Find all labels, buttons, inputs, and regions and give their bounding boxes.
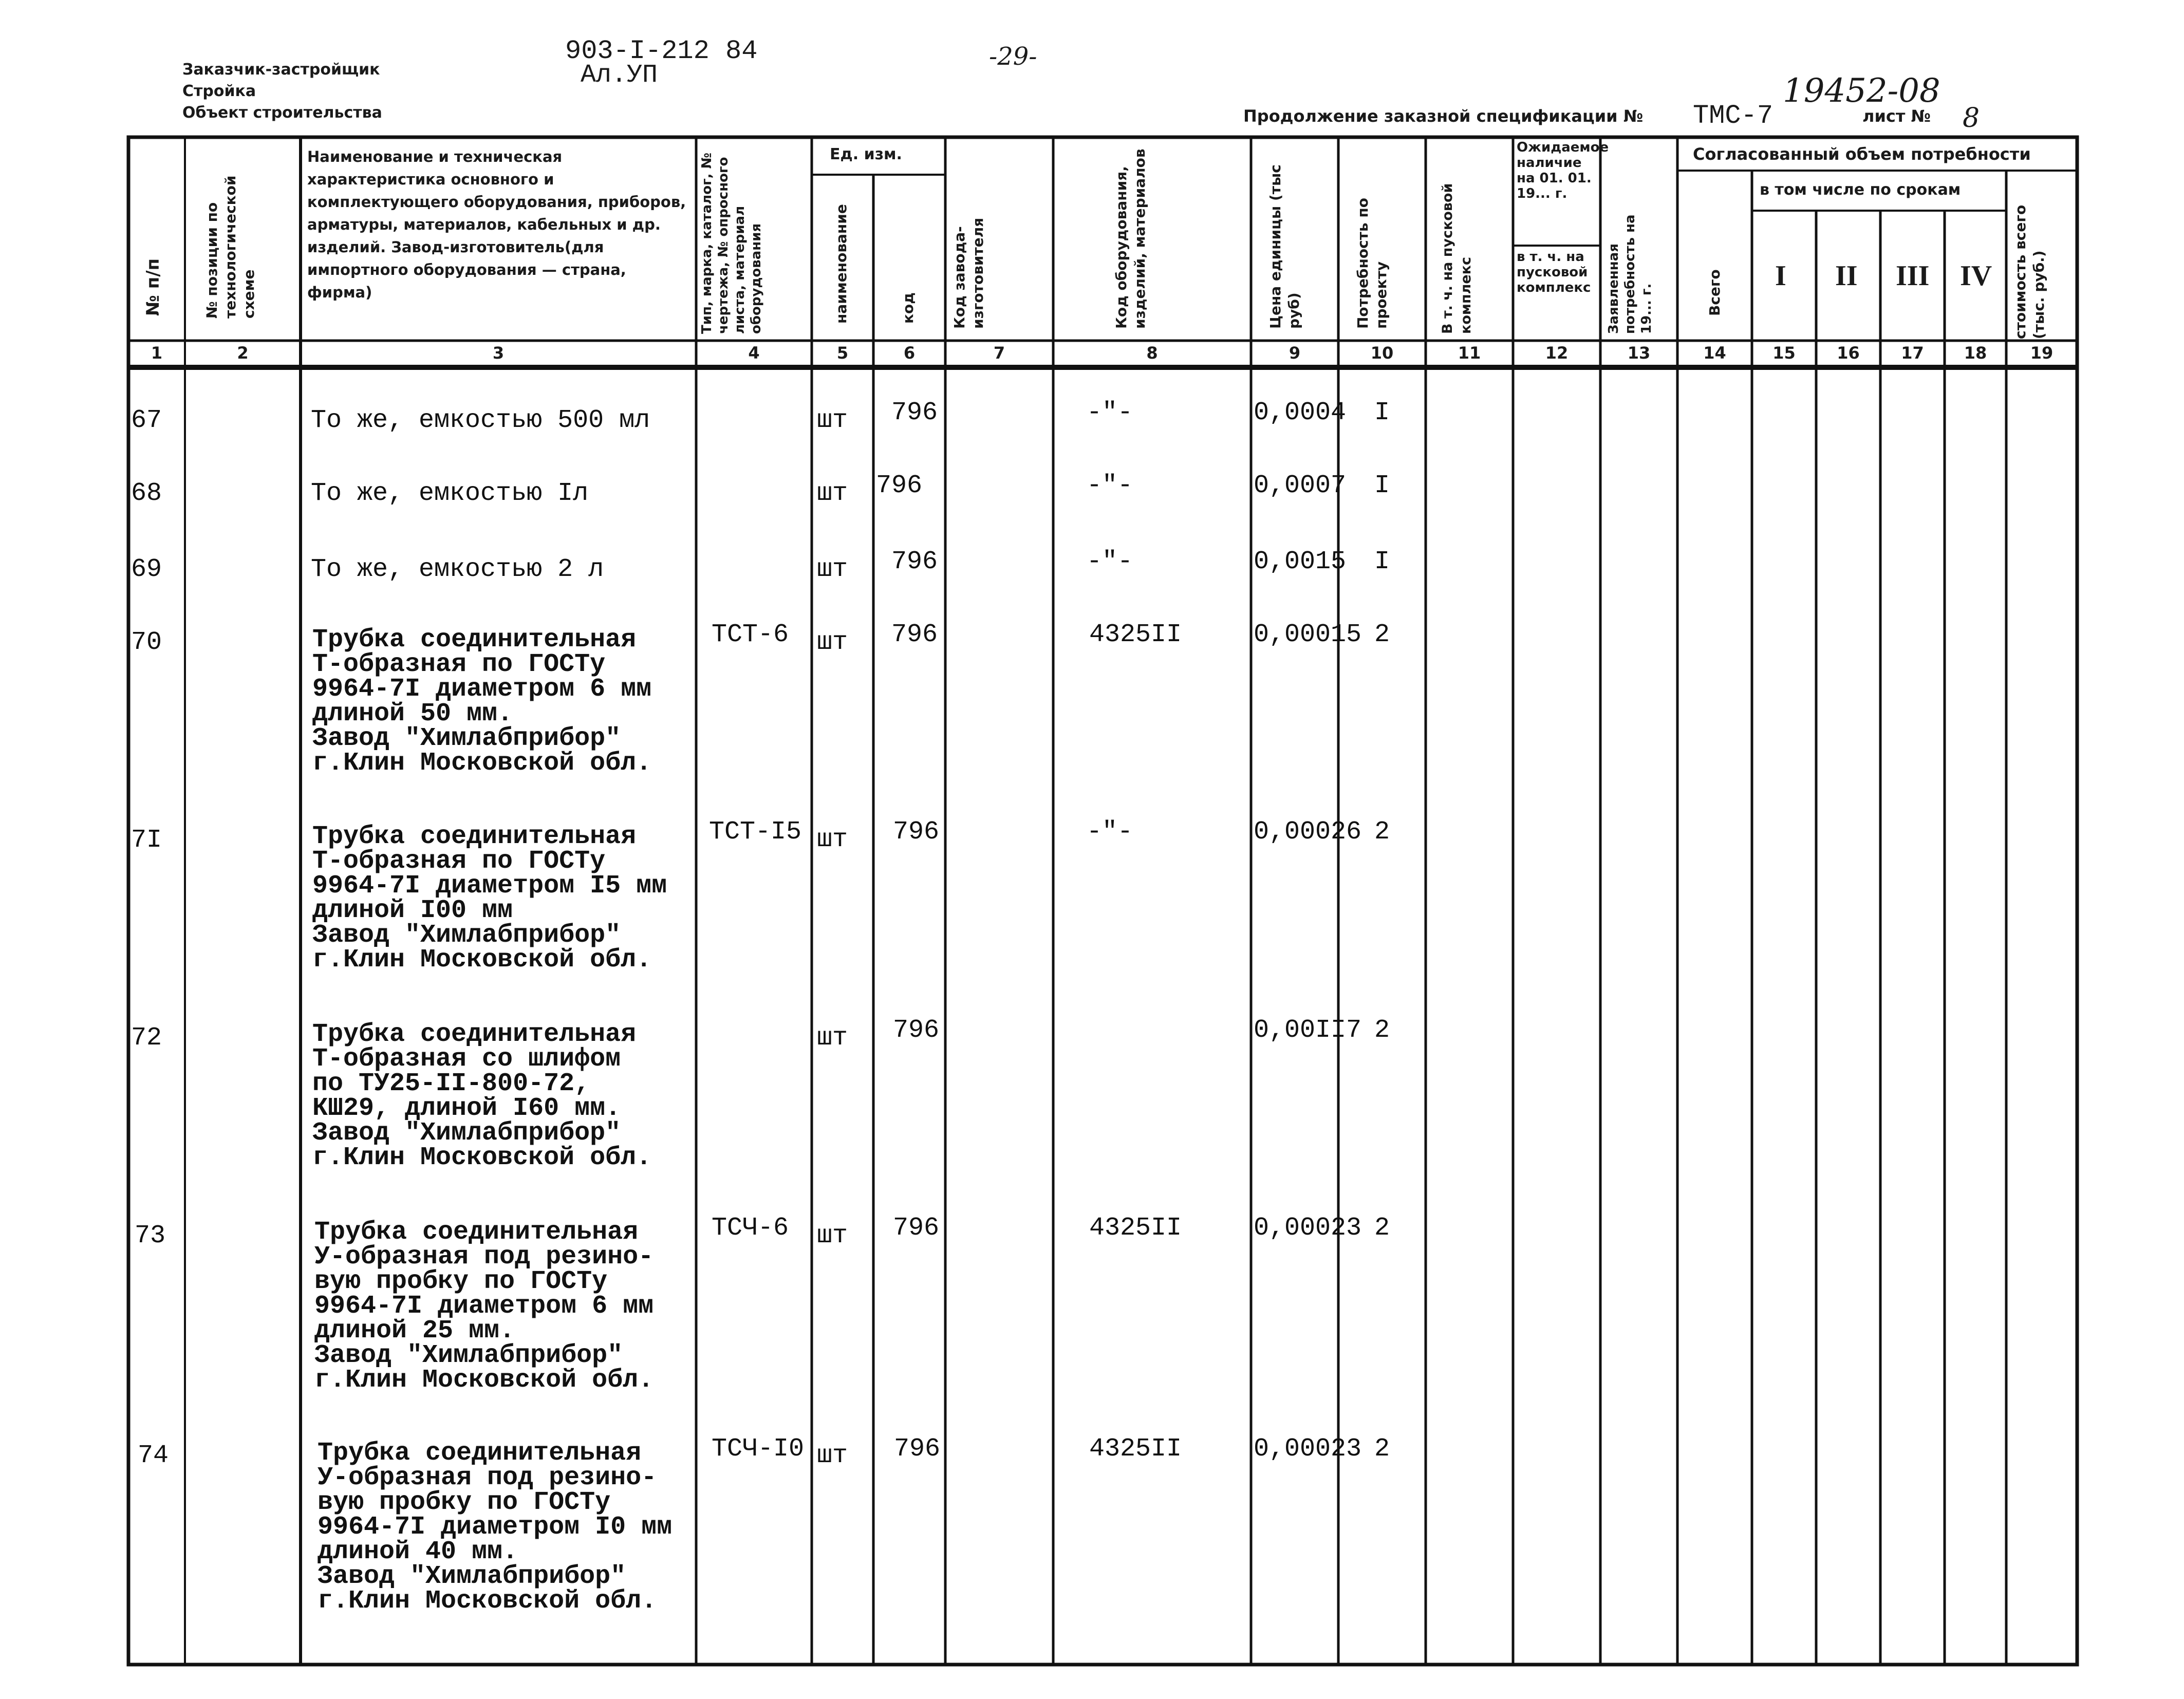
row-number: 7I <box>131 826 162 855</box>
unit-name: шт <box>817 479 848 508</box>
project-need: I <box>1374 471 1390 500</box>
project-need: I <box>1374 398 1390 427</box>
continuation-label: Продолжение заказной спецификации № <box>1243 106 1644 126</box>
unit-name: шт <box>817 1441 848 1470</box>
column-number: 1 <box>151 343 163 363</box>
type-mark: ТСТ-6 <box>712 620 789 649</box>
header-startup-complex: В т. ч. на пусковой комплекс <box>1440 183 1474 334</box>
column-number: 2 <box>237 343 249 363</box>
row-number: 67 <box>131 406 162 435</box>
unit-price: 0,00023 <box>1254 1213 1362 1243</box>
column-number: 13 <box>1627 343 1651 363</box>
unit-code: 796 <box>891 398 938 427</box>
item-name: Трубка соединительная У-образная под резино- вую пробку по ГОСТу 9964-7I диаметром 6 мм длиной 25 мм. Завод "Химлабприбор" г.Клин Московской обл. <box>314 1218 654 1395</box>
item-name: То же, емкостью 500 мл <box>311 406 650 435</box>
project-need: 2 <box>1374 817 1390 847</box>
column-number: 6 <box>903 343 916 363</box>
equipment-code: -"- <box>1087 817 1133 847</box>
equipment-code: -"- <box>1087 398 1133 427</box>
header-row-number: № п/п <box>143 258 163 316</box>
row-number: 73 <box>135 1221 166 1250</box>
sheet-number: 8 <box>1963 103 1980 134</box>
equipment-code: -"- <box>1087 471 1133 500</box>
header-term-3: III <box>1896 260 1930 292</box>
column-number: 18 <box>1964 343 1987 363</box>
header-unit-group: Ед. изм. <box>830 145 902 163</box>
column-number: 12 <box>1545 343 1569 363</box>
row-number: 68 <box>131 479 162 508</box>
column-number: 14 <box>1703 343 1726 363</box>
item-name: Трубка соединительная Т-образная со шлифом по ТУ25-II-800-72, КШ29, длиной I60 мм. Завод "Химлабприбор" г.Клин Московской обл. <box>312 1020 652 1172</box>
unit-name: шт <box>817 628 848 657</box>
header-project-need: Потребность по проекту <box>1354 198 1390 329</box>
header-expected-startup: в т. ч. на пусковой комплекс <box>1517 249 1591 295</box>
type-mark: ТСЧ-6 <box>712 1213 789 1243</box>
header-type-mark: Тип, марка, каталог, № чертежа, № опросного листа, материал оборудования <box>699 153 764 334</box>
header-total: Всего <box>1706 269 1723 316</box>
row-number: 69 <box>131 555 162 584</box>
project-need: I <box>1374 547 1390 576</box>
unit-price: 0,0004 <box>1254 398 1347 427</box>
unit-code: 796 <box>876 471 923 500</box>
project-need: 2 <box>1374 1213 1390 1243</box>
item-name: То же, емкостью Iл <box>311 479 589 508</box>
column-number: 16 <box>1837 343 1860 363</box>
equipment-code: -"- <box>1087 547 1133 576</box>
header-terms: в том числе по срокам <box>1760 181 1961 199</box>
header-declared-need: Заявленная потребность на 19... г. <box>1606 214 1654 334</box>
sheet-label: лист № <box>1862 106 1931 126</box>
header-unit-code: код <box>900 292 917 324</box>
column-number: 11 <box>1458 343 1481 363</box>
unit-name: шт <box>817 555 848 584</box>
header-scheme-position: № позиции по технологической схеме <box>203 175 257 319</box>
column-number: 10 <box>1370 343 1394 363</box>
site-label: Стройка <box>182 82 256 100</box>
type-mark: ТСТ-I5 <box>709 817 802 847</box>
column-number: 5 <box>836 343 849 363</box>
column-number: 8 <box>1146 343 1158 363</box>
header-manufacturer-code: Код завода-изготовителя <box>951 217 986 329</box>
column-number: 17 <box>1901 343 1924 363</box>
header-equipment-code: Код оборудования, изделий, материалов <box>1113 148 1148 329</box>
header-total-cost: стоимость всего (тыс. руб.) <box>2012 204 2047 339</box>
unit-code: 796 <box>894 1434 941 1464</box>
header-term-2: II <box>1835 260 1858 292</box>
unit-code: 796 <box>891 547 938 576</box>
unit-code: 796 <box>893 1016 940 1045</box>
column-number: 19 <box>2030 343 2054 363</box>
equipment-code: 4325II <box>1089 620 1182 649</box>
type-mark: ТСЧ-I0 <box>712 1434 805 1464</box>
unit-price: 0,0007 <box>1254 471 1347 500</box>
equipment-code: 4325II <box>1089 1434 1182 1464</box>
unit-price: 0,0015 <box>1254 547 1347 576</box>
header-expected-stock: Ожидаемое наличие на 01. 01. 19... г. <box>1517 140 1609 201</box>
header-agreed-volume: Согласованный объем потребности <box>1693 144 2031 164</box>
object-label: Объект строительства <box>182 104 382 122</box>
header-unit-name: наименование <box>833 204 850 324</box>
header-unit-price: Цена единицы (тыс руб) <box>1267 164 1302 329</box>
album-number: Ал.УП <box>581 61 658 90</box>
unit-price: 0,00026 <box>1254 817 1362 847</box>
item-name: Трубка соединительная Т-образная по ГОСТу 9964-7I диаметром I5 мм длиной I00 мм Завод "Химлабприбор" г.Клин Московской обл. <box>312 822 667 975</box>
spec-number: ТМС-7 <box>1693 101 1774 131</box>
project-need: 2 <box>1374 1016 1390 1045</box>
unit-price: 0,00II7 <box>1254 1016 1362 1045</box>
row-number: 72 <box>131 1023 162 1053</box>
document-number: 903-I-212 84 <box>565 36 758 66</box>
unit-price: 0,00015 <box>1254 620 1362 649</box>
project-need: 2 <box>1374 620 1390 649</box>
item-name: Трубка соединительная Т-образная по ГОСТу 9964-7I диаметром 6 мм длиной 50 мм. Завод "Химлабприбор" г.Клин Московской обл. <box>312 625 652 778</box>
column-number: 3 <box>492 343 505 363</box>
unit-code: 796 <box>893 817 940 847</box>
unit-name: шт <box>817 825 848 854</box>
header-term-4: IV <box>1960 260 1992 292</box>
header-item-description: Наименование и техническая характеристика основного и комплектующего оборудования, приборов, арматуры, материалов, кабельных и др. изделий. Завод-изготовитель(для импортного оборудования — страна, фирма) <box>307 148 686 301</box>
unit-code: 796 <box>893 1213 940 1243</box>
column-number: 7 <box>993 343 1005 363</box>
item-name: То же, емкостью 2 л <box>311 555 604 584</box>
unit-price: 0,00023 <box>1254 1434 1362 1464</box>
row-number: 70 <box>131 628 162 657</box>
project-need: 2 <box>1374 1434 1390 1464</box>
column-number: 15 <box>1772 343 1796 363</box>
unit-name: шт <box>817 1023 848 1053</box>
unit-name: шт <box>817 1221 848 1250</box>
customer-label: Заказчик-застройщик <box>182 61 380 79</box>
column-number: 4 <box>748 343 760 363</box>
column-number: 9 <box>1289 343 1301 363</box>
handwritten-code: 19452-08 <box>1783 72 1940 110</box>
unit-code: 796 <box>891 620 938 649</box>
page-number: -29- <box>989 42 1037 71</box>
row-number: 74 <box>138 1441 169 1470</box>
unit-name: шт <box>817 406 848 435</box>
item-name: Трубка соединительная У-образная под резино- вую пробку по ГОСТу 9964-7I диаметром I0 мм длиной 40 мм. Завод "Химлабприбор" г.Клин Московской обл. <box>318 1439 673 1616</box>
equipment-code: 4325II <box>1089 1213 1182 1243</box>
header-term-1: I <box>1775 260 1786 292</box>
